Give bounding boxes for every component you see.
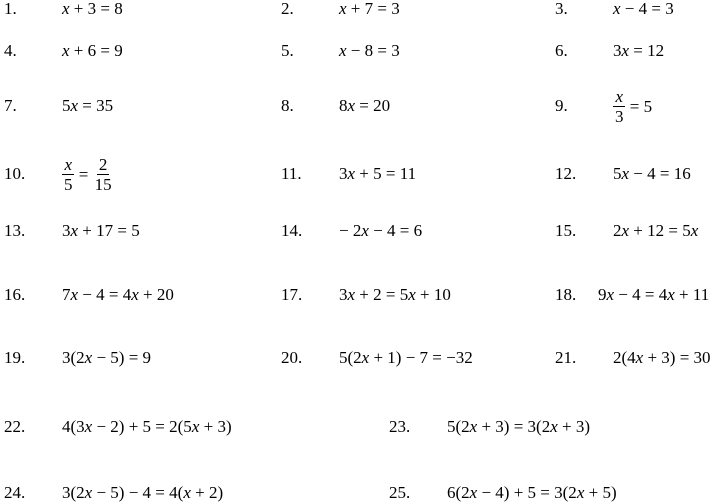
equation-text: 5(2 bbox=[339, 348, 362, 367]
variable: x bbox=[408, 285, 416, 304]
variable: x bbox=[70, 221, 79, 240]
equation-text: − 4 = 4 bbox=[614, 285, 668, 304]
equation bbox=[339, 164, 416, 184]
variable: x bbox=[621, 164, 630, 183]
problem-number: 20. bbox=[281, 348, 303, 367]
problem-number: 25. bbox=[389, 483, 411, 502]
variable: x bbox=[347, 164, 356, 183]
equation-text: 6(2 bbox=[447, 483, 470, 502]
problem-number: 14. bbox=[281, 221, 303, 240]
equation bbox=[62, 348, 151, 368]
equation bbox=[62, 221, 140, 241]
equation-text: 2(4 bbox=[613, 348, 636, 367]
problem-number: 2. bbox=[281, 0, 294, 18]
variable: x bbox=[84, 348, 93, 367]
variable: x bbox=[690, 221, 699, 240]
variable: x bbox=[183, 483, 191, 502]
problem-number: 21. bbox=[555, 348, 577, 367]
variable: x bbox=[339, 41, 347, 60]
variable: x bbox=[469, 483, 478, 502]
problem-number: 9. bbox=[555, 96, 568, 115]
equation-text: + 1) − 7 = −32 bbox=[369, 348, 473, 367]
equation-text: + 6 = 9 bbox=[69, 41, 123, 60]
variable: x bbox=[606, 285, 615, 304]
equation-text: + 3) bbox=[557, 417, 591, 436]
equation-text: 5 bbox=[62, 96, 71, 115]
problem-number: 7. bbox=[4, 96, 17, 115]
equation bbox=[62, 96, 113, 116]
problem-number: 13. bbox=[4, 221, 26, 240]
equation-text: 3 bbox=[339, 285, 348, 304]
equation-text: 3(2 bbox=[62, 483, 85, 502]
equation-text: + 7 = 3 bbox=[346, 0, 400, 18]
problem-number: 12. bbox=[555, 164, 577, 183]
equation-text: + 5 = 11 bbox=[355, 164, 417, 183]
equation-text: − 4 = 16 bbox=[629, 164, 691, 183]
problem-number: 1. bbox=[4, 0, 17, 18]
problem-number: 10. bbox=[4, 164, 26, 183]
variable: x bbox=[621, 41, 630, 60]
equation-text: 2 bbox=[613, 221, 622, 240]
equation bbox=[613, 221, 698, 241]
variable: x bbox=[361, 348, 370, 367]
variable: x bbox=[84, 483, 93, 502]
equation-text: − 4) + 5 = 3(2 bbox=[477, 483, 577, 502]
equation bbox=[339, 285, 451, 305]
variable: x bbox=[191, 417, 200, 436]
equation-text: 9 bbox=[598, 285, 607, 304]
equation bbox=[613, 164, 691, 184]
problem-number: 19. bbox=[4, 348, 26, 367]
equation bbox=[447, 417, 590, 437]
variable: x bbox=[361, 221, 369, 240]
equation-text: = 5 bbox=[625, 96, 653, 116]
problem-number: 16. bbox=[4, 285, 26, 304]
equation-text: 3 bbox=[613, 41, 622, 60]
equation-text: 8 bbox=[339, 96, 348, 115]
equation-text: = bbox=[74, 164, 93, 184]
variable: x bbox=[62, 41, 70, 60]
fraction bbox=[613, 87, 626, 126]
equation-text: − 2 bbox=[339, 221, 362, 240]
equation bbox=[62, 155, 114, 194]
equation-text: + 2 = 5 bbox=[355, 285, 409, 304]
problem-number: 4. bbox=[4, 41, 17, 60]
problem-number: 5. bbox=[281, 41, 294, 60]
equation-text: − 8 = 3 bbox=[346, 41, 400, 60]
variable: x bbox=[667, 285, 675, 304]
equation-text: 5 bbox=[613, 164, 622, 183]
variable: x bbox=[550, 417, 558, 436]
variable: x bbox=[62, 0, 70, 18]
equation bbox=[598, 285, 709, 305]
equation-text: + 17 = 5 bbox=[78, 221, 140, 240]
equation bbox=[62, 285, 174, 305]
equation-text: + 20 bbox=[138, 285, 174, 304]
problem-number: 6. bbox=[555, 41, 568, 60]
equation-text: + 2) bbox=[190, 483, 224, 502]
equation bbox=[339, 41, 400, 61]
equation-text: + 3 = 8 bbox=[69, 0, 123, 18]
equation-text: − 4 = 6 bbox=[368, 221, 423, 240]
equation-text: + 5) bbox=[584, 483, 617, 502]
variable: x bbox=[621, 221, 630, 240]
equation-text: 7 bbox=[62, 285, 71, 304]
equation-text: = 20 bbox=[355, 96, 391, 115]
numerator: 2 bbox=[98, 155, 108, 174]
problem-number: 11. bbox=[281, 164, 302, 183]
numerator: x bbox=[64, 155, 73, 174]
equation bbox=[613, 348, 711, 368]
denominator: 5 bbox=[64, 175, 73, 194]
equation-text: − 4 = 4 bbox=[78, 285, 132, 304]
equation bbox=[339, 0, 400, 19]
equation bbox=[62, 0, 123, 19]
equation-text: 4(3 bbox=[62, 417, 85, 436]
variable: x bbox=[469, 417, 478, 436]
equation-text: 5(2 bbox=[447, 417, 470, 436]
fraction bbox=[62, 155, 75, 194]
variable: x bbox=[576, 483, 585, 502]
equation-text: 3(2 bbox=[62, 348, 85, 367]
equation bbox=[613, 87, 652, 126]
problem-number: 18. bbox=[555, 285, 577, 304]
equation-text: = 12 bbox=[629, 41, 665, 60]
problem-number: 17. bbox=[281, 285, 303, 304]
variable: x bbox=[635, 348, 644, 367]
equation bbox=[62, 417, 232, 437]
variable: x bbox=[347, 285, 356, 304]
equation-text: = 35 bbox=[78, 96, 114, 115]
equation-text: 3 bbox=[62, 221, 71, 240]
denominator: 3 bbox=[615, 107, 624, 126]
variable: x bbox=[613, 0, 621, 18]
equation-text: + 10 bbox=[415, 285, 451, 304]
problem-number: 3. bbox=[555, 0, 568, 18]
problem-number: 15. bbox=[555, 221, 577, 240]
problem-number: 8. bbox=[281, 96, 294, 115]
problem-number: 23. bbox=[389, 417, 411, 436]
equation-text: − 5) − 4 = 4( bbox=[92, 483, 184, 502]
equation-text: + 3) = 3(2 bbox=[477, 417, 551, 436]
variable: x bbox=[84, 417, 93, 436]
equation-text: − 2) + 5 = 2(5 bbox=[92, 417, 192, 436]
equation bbox=[339, 96, 390, 116]
variable: x bbox=[339, 0, 347, 18]
variable: x bbox=[347, 96, 356, 115]
equation bbox=[339, 221, 422, 241]
numerator: x bbox=[615, 87, 624, 106]
equation bbox=[447, 483, 617, 503]
fraction bbox=[93, 155, 114, 194]
equation-text: + 12 = 5 bbox=[629, 221, 691, 240]
variable: x bbox=[131, 285, 139, 304]
denominator: 15 bbox=[94, 175, 112, 194]
equation-text: + 11 bbox=[674, 285, 710, 304]
equation-text: + 3) bbox=[199, 417, 232, 436]
problem-number: 22. bbox=[4, 417, 26, 436]
equation bbox=[613, 0, 674, 19]
equation-text: − 5) = 9 bbox=[92, 348, 152, 367]
variable: x bbox=[70, 96, 79, 115]
problem-number: 24. bbox=[4, 483, 26, 502]
variable: x bbox=[70, 285, 79, 304]
equation bbox=[339, 348, 473, 368]
equation-text: + 3) = 30 bbox=[643, 348, 711, 367]
equation-text: 3 bbox=[339, 164, 348, 183]
equation-text: − 4 = 3 bbox=[620, 0, 674, 18]
equation bbox=[62, 41, 123, 61]
equation bbox=[62, 483, 223, 503]
equation bbox=[613, 41, 664, 61]
